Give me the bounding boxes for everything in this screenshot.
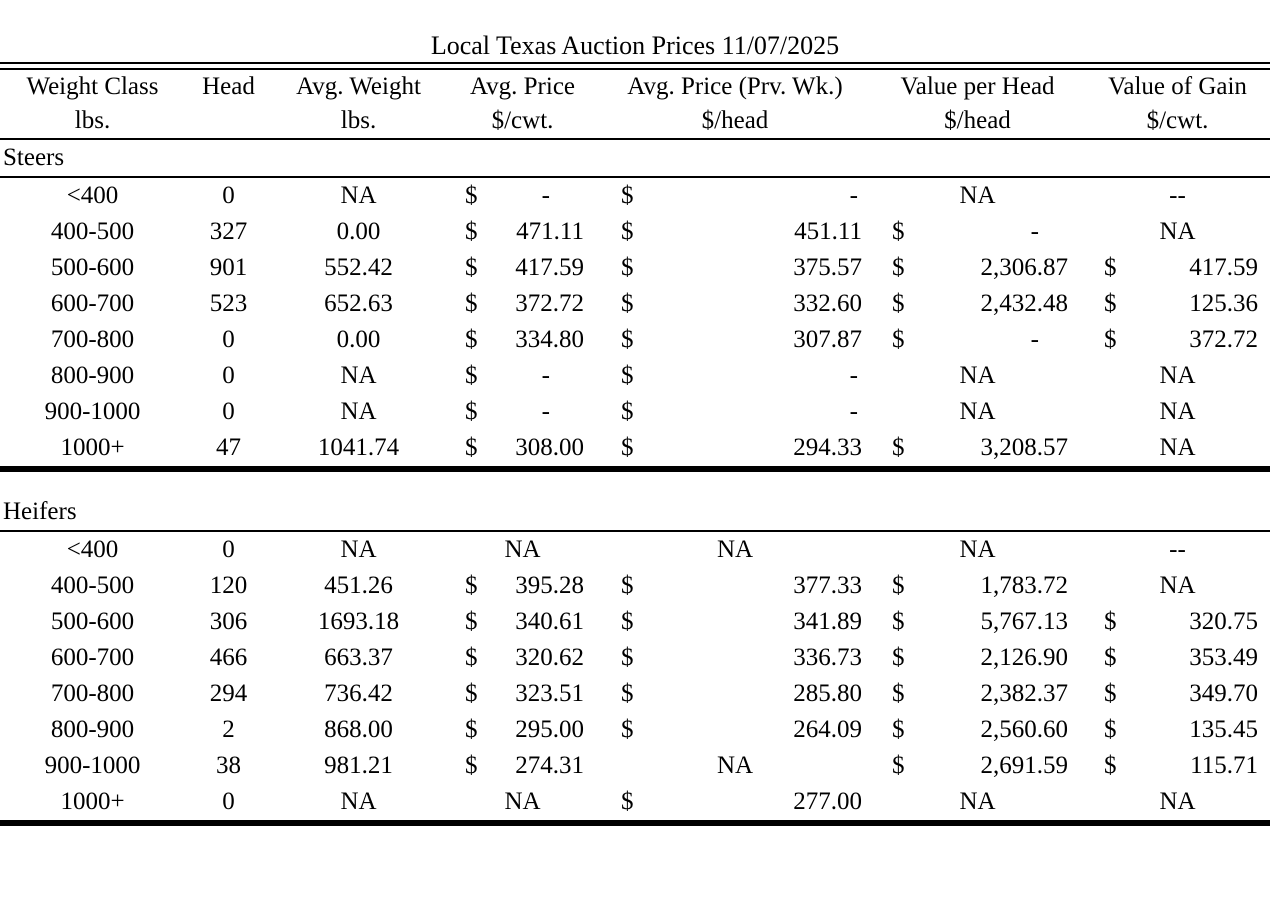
currency-symbol: $	[621, 398, 634, 425]
table-row	[0, 604, 1270, 640]
currency-symbol: $	[465, 218, 478, 245]
cell-value-per-head	[870, 676, 1085, 712]
cell-value-per-head	[870, 640, 1085, 676]
currency-symbol: $	[892, 290, 905, 317]
column-header-avg-price-prev-wk: Avg. Price (Prv. Wk.)	[627, 73, 843, 100]
currency-symbol: $	[892, 752, 905, 779]
cell-avg-price	[445, 676, 600, 712]
column-unit-avg-price: $/cwt.	[491, 107, 554, 134]
table-row	[0, 286, 1270, 322]
cell-value: 3,208.57	[980, 434, 1068, 461]
section-bottom-rule	[0, 466, 1270, 472]
currency-symbol: $	[1104, 644, 1117, 671]
cell-value: 377.33	[793, 572, 862, 599]
cell-value: 332.60	[793, 290, 862, 317]
cell-head: 466	[209, 644, 248, 671]
cell-value-of-gain: NA	[1159, 434, 1196, 461]
cell-avg-price-prev-wk	[600, 178, 870, 214]
cell-avg-weight: 451.26	[324, 572, 393, 599]
cell-value-of-gain	[1085, 676, 1270, 712]
cell-value-per-head: NA	[959, 536, 996, 563]
currency-symbol: $	[621, 434, 634, 461]
cell-weight-class: <400	[66, 182, 119, 209]
cell-avg-price	[445, 358, 600, 394]
cell-weight-class: 700-800	[50, 326, 135, 353]
table-row	[0, 430, 1270, 466]
cell-weight-class: 500-600	[50, 608, 135, 635]
cell-head: 38	[216, 752, 241, 779]
cell-value: 125.36	[1189, 290, 1258, 317]
cell-avg-price	[445, 322, 600, 358]
cell-avg-price	[445, 286, 600, 322]
cell-head: 0	[222, 788, 235, 815]
cell-value-per-head	[870, 712, 1085, 748]
cell-value: 1,783.72	[980, 572, 1068, 599]
cell-head: 901	[209, 254, 248, 281]
cell-avg-weight: NA	[340, 536, 377, 563]
currency-symbol: $	[465, 752, 478, 779]
cell-avg-price	[445, 748, 600, 784]
cell-head: 306	[209, 608, 248, 635]
currency-symbol: $	[1104, 326, 1117, 353]
cell-weight-class: <400	[66, 536, 119, 563]
cell-value: -	[541, 398, 550, 425]
table-row	[0, 322, 1270, 358]
cell-value: 115.71	[1190, 752, 1258, 779]
cell-value-of-gain: NA	[1159, 362, 1196, 389]
cell-avg-price-prev-wk: NA	[716, 536, 754, 563]
cell-avg-price: NA	[504, 788, 541, 815]
currency-symbol: $	[465, 608, 478, 635]
cell-value-per-head	[870, 748, 1085, 784]
currency-symbol: $	[892, 434, 905, 461]
currency-symbol: $	[621, 362, 634, 389]
cell-weight-class: 900-1000	[44, 752, 141, 779]
column-header-avg-price: Avg. Price	[469, 73, 576, 100]
cell-value-per-head	[870, 322, 1085, 358]
cell-avg-weight: NA	[340, 788, 377, 815]
cell-avg-price-prev-wk: NA	[716, 752, 754, 779]
cell-head: 523	[209, 290, 248, 317]
cell-value: 323.51	[515, 680, 584, 707]
currency-symbol: $	[621, 644, 634, 671]
cell-avg-weight: 0.00	[336, 326, 381, 353]
currency-symbol: $	[1104, 752, 1117, 779]
currency-symbol: $	[465, 182, 478, 209]
cell-value-of-gain: NA	[1159, 398, 1196, 425]
cell-head: 47	[216, 434, 241, 461]
currency-symbol: $	[1104, 716, 1117, 743]
cell-value: 349.70	[1189, 680, 1258, 707]
cell-avg-price-prev-wk	[600, 286, 870, 322]
table-row	[0, 784, 1270, 820]
cell-avg-price-prev-wk	[600, 712, 870, 748]
cell-value: 2,382.37	[980, 680, 1068, 707]
cell-avg-weight: NA	[340, 362, 377, 389]
cell-weight-class: 500-600	[50, 254, 135, 281]
column-header-value-of-gain: Value of Gain	[1108, 73, 1247, 100]
cell-value: 264.09	[793, 716, 862, 743]
currency-symbol: $	[1104, 290, 1117, 317]
cell-value-of-gain: NA	[1159, 788, 1196, 815]
currency-symbol: $	[892, 608, 905, 635]
cell-value: 135.45	[1189, 716, 1258, 743]
header-labels-row	[0, 70, 1270, 104]
cell-avg-price-prev-wk	[600, 358, 870, 394]
cell-avg-price-prev-wk	[600, 394, 870, 430]
cell-value-of-gain: NA	[1159, 572, 1196, 599]
cell-weight-class: 800-900	[50, 362, 135, 389]
cell-value: 417.59	[515, 254, 584, 281]
cell-avg-price	[445, 250, 600, 286]
cell-avg-price-prev-wk	[600, 676, 870, 712]
cell-avg-weight: 1041.74	[317, 434, 400, 461]
cell-value-per-head	[870, 286, 1085, 322]
cell-avg-price	[445, 430, 600, 466]
cell-value: 277.00	[793, 788, 862, 815]
cell-avg-price	[445, 640, 600, 676]
cell-value: -	[541, 182, 550, 209]
cell-value-per-head	[870, 604, 1085, 640]
cell-value: 320.75	[1189, 608, 1258, 635]
section-bottom-rule	[0, 820, 1270, 826]
column-header-avg-weight: Avg. Weight	[296, 73, 421, 100]
cell-value: 2,306.87	[980, 254, 1068, 281]
cell-value: 307.87	[793, 326, 862, 353]
currency-symbol: $	[465, 254, 478, 281]
cell-value: 274.31	[515, 752, 584, 779]
cell-value: -	[849, 182, 858, 209]
cell-avg-price-prev-wk	[600, 430, 870, 466]
cell-value: 320.62	[515, 644, 584, 671]
currency-symbol: $	[1104, 254, 1117, 281]
cell-value-of-gain	[1085, 604, 1270, 640]
cell-weight-class: 800-900	[50, 716, 135, 743]
cell-avg-price-prev-wk	[600, 568, 870, 604]
cell-value: 417.59	[1189, 254, 1258, 281]
currency-symbol: $	[621, 608, 634, 635]
cell-value: -	[1030, 218, 1039, 245]
cell-value: 294.33	[793, 434, 862, 461]
cell-avg-price	[445, 214, 600, 250]
cell-weight-class: 700-800	[50, 680, 135, 707]
cell-head: 2	[222, 716, 235, 743]
cell-avg-price	[445, 604, 600, 640]
currency-symbol: $	[892, 680, 905, 707]
cell-value: 336.73	[793, 644, 862, 671]
cell-value-of-gain: --	[1169, 536, 1186, 563]
cell-value-of-gain	[1085, 640, 1270, 676]
cell-avg-price-prev-wk	[600, 214, 870, 250]
cell-value: -	[849, 362, 858, 389]
cell-weight-class: 600-700	[50, 644, 135, 671]
cell-head: 0	[222, 398, 235, 425]
column-header-value-per-head: Value per Head	[900, 73, 1055, 100]
cell-value-per-head: NA	[959, 788, 996, 815]
table-row	[0, 640, 1270, 676]
currency-symbol: $	[621, 716, 634, 743]
cell-avg-price	[445, 178, 600, 214]
cell-head: 120	[209, 572, 248, 599]
cell-weight-class: 400-500	[50, 572, 135, 599]
currency-symbol: $	[892, 716, 905, 743]
currency-symbol: $	[621, 326, 634, 353]
cell-avg-weight: 663.37	[324, 644, 393, 671]
cell-value: 5,767.13	[980, 608, 1068, 635]
cell-avg-price-prev-wk	[600, 604, 870, 640]
cell-avg-price	[445, 712, 600, 748]
cell-value: 372.72	[1189, 326, 1258, 353]
cell-value-per-head: NA	[959, 398, 996, 425]
cell-value-of-gain	[1085, 748, 1270, 784]
cell-value: -	[1030, 326, 1039, 353]
table-row	[0, 394, 1270, 430]
currency-symbol: $	[465, 398, 478, 425]
cell-avg-weight: 652.63	[324, 290, 393, 317]
cell-value: 2,126.90	[980, 644, 1068, 671]
cell-value: 2,560.60	[980, 716, 1068, 743]
cell-head: 0	[222, 536, 235, 563]
column-unit-weight-class: lbs.	[74, 107, 111, 134]
cell-weight-class: 400-500	[50, 218, 135, 245]
cell-value: 295.00	[515, 716, 584, 743]
auction-price-report	[0, 30, 1270, 920]
table-row	[0, 712, 1270, 748]
column-header-head: Head	[202, 73, 255, 100]
cell-value: -	[541, 362, 550, 389]
currency-symbol: $	[621, 218, 634, 245]
column-unit-head	[185, 104, 272, 138]
cell-value: 375.57	[793, 254, 862, 281]
cell-weight-class: 600-700	[50, 290, 135, 317]
cell-avg-weight: 0.00	[336, 218, 381, 245]
section-label: Steers	[3, 144, 65, 171]
cell-value: 285.80	[793, 680, 862, 707]
table-row	[0, 676, 1270, 712]
cell-value: 308.00	[515, 434, 584, 461]
cell-value: 353.49	[1189, 644, 1258, 671]
table-row	[0, 250, 1270, 286]
currency-symbol: $	[892, 644, 905, 671]
cell-value-per-head: NA	[959, 362, 996, 389]
currency-symbol: $	[892, 218, 905, 245]
currency-symbol: $	[621, 254, 634, 281]
cell-weight-class: 1000+	[60, 434, 125, 461]
cell-value-of-gain: NA	[1159, 218, 1196, 245]
currency-symbol: $	[621, 290, 634, 317]
section-heifers	[0, 494, 1270, 826]
cell-value-per-head	[870, 250, 1085, 286]
header-units-row	[0, 104, 1270, 138]
cell-avg-price-prev-wk	[600, 322, 870, 358]
cell-head: 294	[209, 680, 248, 707]
cell-value-of-gain	[1085, 322, 1270, 358]
currency-symbol: $	[1104, 680, 1117, 707]
table-row	[0, 214, 1270, 250]
cell-value: 340.61	[515, 608, 584, 635]
cell-value: -	[849, 398, 858, 425]
cell-avg-price	[445, 568, 600, 604]
cell-avg-price-prev-wk	[600, 250, 870, 286]
cell-value: 372.72	[515, 290, 584, 317]
cell-avg-weight: 736.42	[324, 680, 393, 707]
column-unit-avg-price-prev-wk: $/head	[701, 107, 769, 134]
column-unit-value-of-gain: $/cwt.	[1146, 107, 1209, 134]
currency-symbol: $	[465, 326, 478, 353]
currency-symbol: $	[1104, 608, 1117, 635]
currency-symbol: $	[621, 572, 634, 599]
cell-avg-weight: NA	[340, 182, 377, 209]
cell-avg-weight: 981.21	[324, 752, 393, 779]
cell-value: 2,691.59	[980, 752, 1068, 779]
cell-weight-class: 900-1000	[44, 398, 141, 425]
currency-symbol: $	[621, 680, 634, 707]
column-unit-avg-weight: lbs.	[340, 107, 377, 134]
currency-symbol: $	[621, 788, 634, 815]
cell-value: 2,432.48	[980, 290, 1068, 317]
cell-value-per-head	[870, 430, 1085, 466]
currency-symbol: $	[892, 326, 905, 353]
currency-symbol: $	[465, 290, 478, 317]
currency-symbol: $	[465, 572, 478, 599]
cell-value: 471.11	[516, 218, 584, 245]
cell-value-of-gain: --	[1169, 182, 1186, 209]
cell-value-per-head	[870, 568, 1085, 604]
currency-symbol: $	[465, 434, 478, 461]
cell-avg-weight: NA	[340, 398, 377, 425]
currency-symbol: $	[465, 644, 478, 671]
report-title: Local Texas Auction Prices 11/07/2025	[430, 31, 840, 60]
table-row	[0, 568, 1270, 604]
cell-value-of-gain	[1085, 286, 1270, 322]
table-row	[0, 532, 1270, 568]
cell-value-of-gain	[1085, 712, 1270, 748]
table-sections	[0, 140, 1270, 826]
cell-avg-price: NA	[504, 536, 541, 563]
cell-weight-class: 1000+	[60, 788, 125, 815]
cell-value-of-gain	[1085, 250, 1270, 286]
cell-value-per-head: NA	[959, 182, 996, 209]
cell-avg-weight: 552.42	[324, 254, 393, 281]
cell-avg-price-prev-wk	[600, 784, 870, 820]
cell-value: 395.28	[515, 572, 584, 599]
cell-value: 341.89	[793, 608, 862, 635]
table-row	[0, 178, 1270, 214]
cell-value-per-head	[870, 214, 1085, 250]
table-row	[0, 358, 1270, 394]
currency-symbol: $	[892, 572, 905, 599]
section-label: Heifers	[3, 498, 77, 525]
currency-symbol: $	[465, 362, 478, 389]
section-steers	[0, 140, 1270, 472]
cell-value: 451.11	[794, 218, 862, 245]
currency-symbol: $	[892, 254, 905, 281]
currency-symbol: $	[465, 716, 478, 743]
cell-avg-price-prev-wk	[600, 640, 870, 676]
cell-avg-price	[445, 394, 600, 430]
cell-head: 0	[222, 362, 235, 389]
column-header-weight-class: Weight Class	[26, 73, 159, 100]
cell-head: 327	[209, 218, 248, 245]
cell-avg-weight: 868.00	[324, 716, 393, 743]
currency-symbol: $	[621, 182, 634, 209]
cell-value: 334.80	[515, 326, 584, 353]
cell-avg-weight: 1693.18	[317, 608, 400, 635]
table-row	[0, 748, 1270, 784]
cell-head: 0	[222, 326, 235, 353]
column-unit-value-per-head: $/head	[944, 107, 1011, 134]
currency-symbol: $	[465, 680, 478, 707]
cell-head: 0	[222, 182, 235, 209]
